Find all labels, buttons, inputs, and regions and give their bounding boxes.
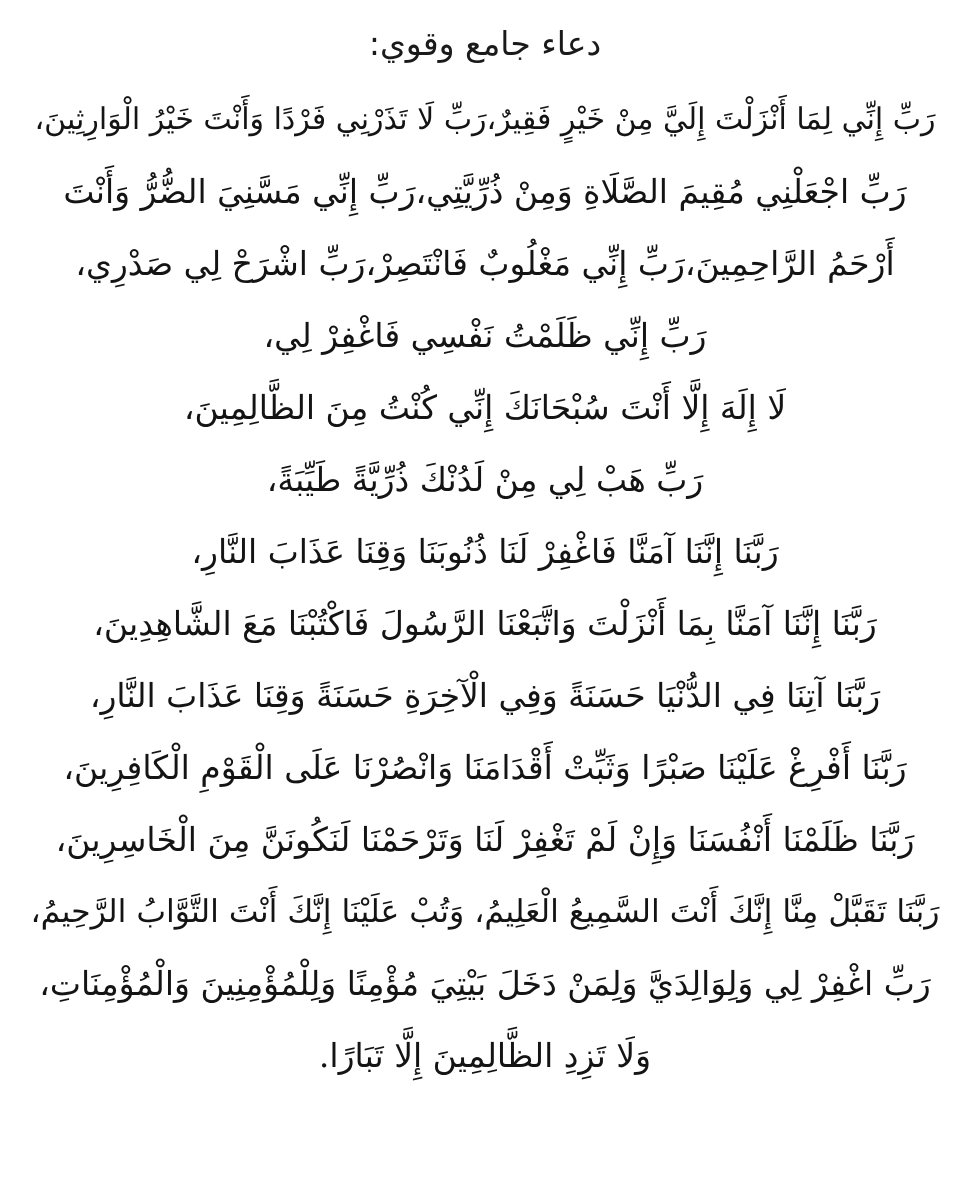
dua-line-1: رَبِّ إِنِّي لِمَا أَنْزَلْتَ إِلَيَّ مِنْ خَيْرٍ فَقِيرٌ،رَبِّ لَا تَذَرْنِي فَرْدًا وَأَنْتَ خَيْرُ الْوَارِثِينَ، [34, 102, 936, 137]
dua-lines [30, 84, 940, 1092]
dua-line-5: لَا إِلَهَ إِلَّا أَنْتَ سُبْحَانَكَ إِنِّي كُنْتُ مِنَ الظَّالِمِينَ، [183, 388, 787, 427]
dua-line-7: رَبَّنَا إِنَّنَا آمَنَّا فَاغْفِرْ لَنَا ذُنُوبَنَا وَقِنَا عَذَابَ النَّارِ، [191, 532, 779, 571]
dua-line-14: وَلَا تَزِدِ الظَّالِمِينَ إِلَّا تَبَارًا. [318, 1036, 652, 1075]
dua-line-6: رَبِّ هَبْ لِي مِنْ لَدُنْكَ ذُرِّيَّةً طَيِّبَةً، [266, 460, 704, 499]
page-title: دعاء جامع وقوي: [368, 24, 602, 63]
dua-line-13: رَبِّ اغْفِرْ لِي وَلِوَالِدَيَّ وَلِمَنْ دَخَلَ بَيْتِيَ مُؤْمِنًا وَلِلْمُؤْمِنِينَ وَالْمُؤْمِنَاتِ، [39, 964, 931, 1003]
dua-line-12: رَبَّنَا تَقَبَّلْ مِنَّا إِنَّكَ أَنْتَ السَّمِيعُ الْعَلِيمُ، وَتُبْ عَلَيْنَا إِنَّكَ أَنْتَ التَّوَّابُ الرَّحِيمُ، [30, 894, 940, 930]
dua-line-2: رَبِّ اجْعَلْنِي مُقِيمَ الصَّلَاةِ وَمِنْ ذُرِّيَّتِي،رَبِّ إِنِّي مَسَّنِيَ الضُّرُّ وَأَنْتَ [63, 172, 907, 211]
dua-line-8: رَبَّنَا إِنَّنَا آمَنَّا بِمَا أَنْزَلْتَ وَاتَّبَعْنَا الرَّسُولَ فَاكْتُبْنَا مَعَ الشَّاهِدِينَ، [93, 604, 877, 643]
dua-line-9: رَبَّنَا آتِنَا فِي الدُّنْيَا حَسَنَةً وَفِي الْآخِرَةِ حَسَنَةً وَقِنَا عَذَابَ النَّارِ، [89, 676, 881, 715]
dua-line-11: رَبَّنَا ظَلَمْنَا أَنْفُسَنَا وَإِنْ لَمْ تَغْفِرْ لَنَا وَتَرْحَمْنَا لَنَكُونَنَّ مِنَ الْخَاسِرِينَ، [55, 820, 915, 859]
dua-line-10: رَبَّنَا أَفْرِغْ عَلَيْنَا صَبْرًا وَثَبِّتْ أَقْدَامَنَا وَانْصُرْنَا عَلَى الْقَوْمِ الْكَافِرِينَ، [63, 748, 907, 787]
dua-line-4: رَبِّ إِنِّي ظَلَمْتُ نَفْسِي فَاغْفِرْ لِي، [263, 316, 707, 355]
dua-line-3: أَرْحَمُ الرَّاحِمِينَ،رَبِّ إِنِّي مَغْلُوبٌ فَانْتَصِرْ،رَبِّ اشْرَحْ لِي صَدْرِي، [75, 244, 895, 283]
